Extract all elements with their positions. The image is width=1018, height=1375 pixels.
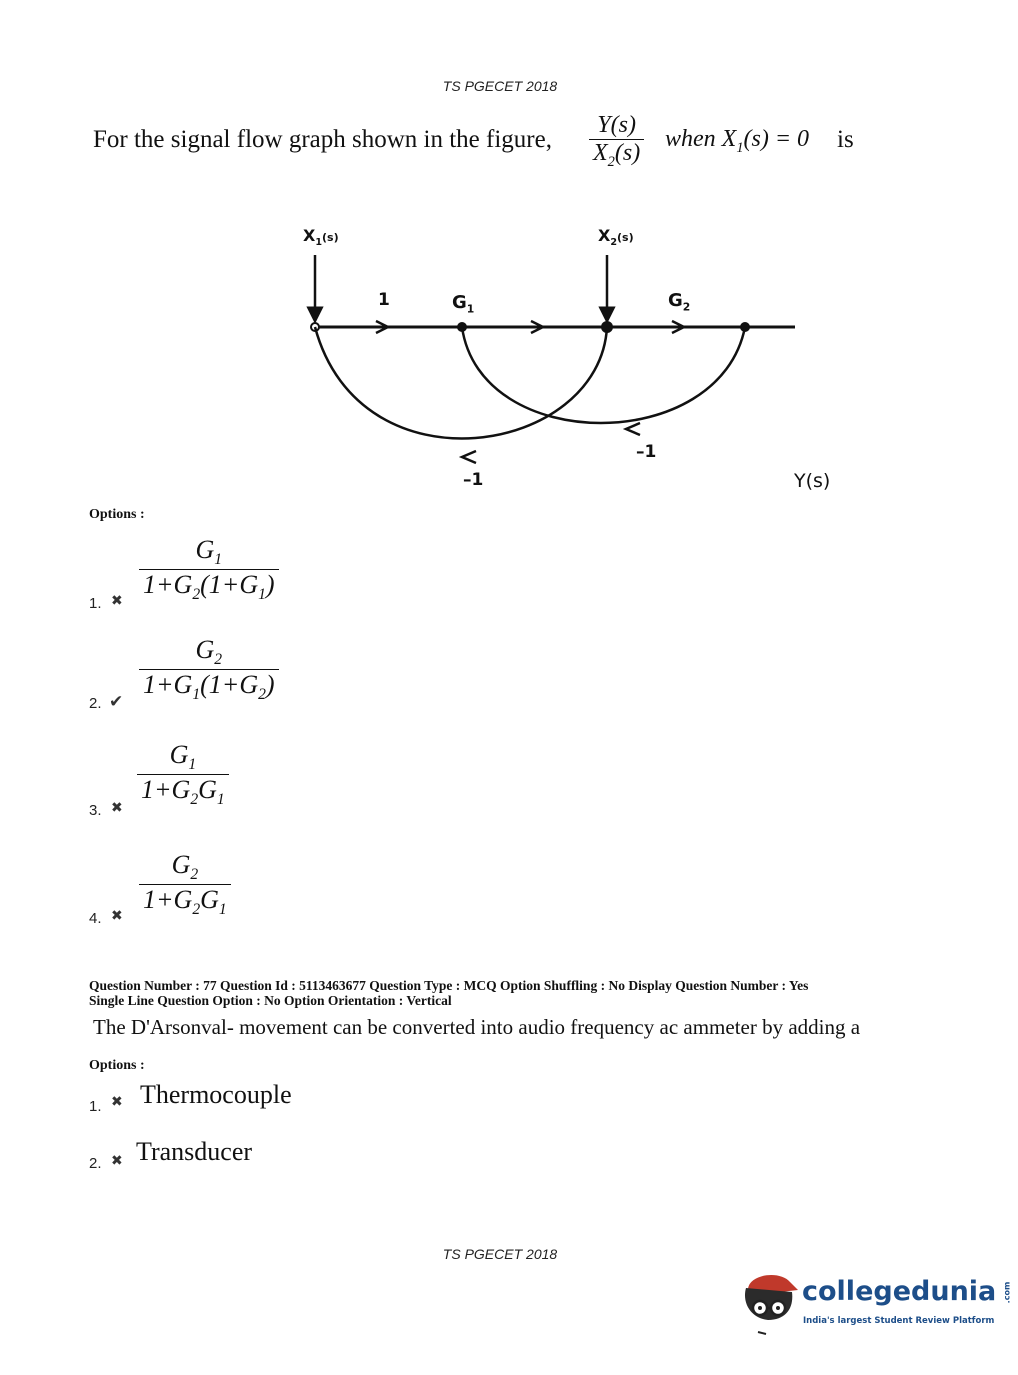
label-x2: $X_2(s)$ xyxy=(598,226,634,249)
wrong-mark-icon: ✖ xyxy=(111,1094,123,1110)
option-1[interactable] xyxy=(89,535,389,615)
option-label: Thermocouple xyxy=(140,1080,292,1109)
option-3-fraction: $\frac{G_1}{1+G_2G_1}$ xyxy=(137,740,229,809)
option-4-fraction: $\frac{G_2}{1+G_2G_1}$ xyxy=(139,850,231,919)
page-header: TS PGECET 2018 xyxy=(442,78,558,94)
option-number: 3. xyxy=(89,802,102,819)
question-77-text: The D'Arsonval- movement can be converted into audio frequency ac ammeter by adding a xyxy=(93,1015,861,1039)
fraction-numerator: Y(s) xyxy=(597,112,636,138)
feedback-b-arrow xyxy=(626,423,640,435)
correct-check-icon: ✔ xyxy=(109,692,124,712)
label-x1: $X_1(s)$ xyxy=(303,226,339,249)
question-76-is: is xyxy=(837,126,854,153)
meta-line-2: Single Line Question Option : No Option Orientation : Vertical xyxy=(89,993,452,1008)
label-output: Y(s) xyxy=(794,470,831,492)
wrong-mark-icon: ✖ xyxy=(111,800,123,816)
condition-text: when $X_1(s) = 0$ xyxy=(665,126,810,156)
options-title: Options : xyxy=(89,507,145,522)
transfer-function-fraction xyxy=(589,112,644,171)
options-title-77: Options : xyxy=(89,1058,145,1073)
option-number: 2. xyxy=(89,695,102,712)
option-3[interactable] xyxy=(89,740,389,820)
option-number: 2. xyxy=(89,1155,102,1172)
label-g1: $G_1$ xyxy=(452,292,475,316)
feedback-loop-a xyxy=(315,327,607,439)
brand-name: collegedunia .com xyxy=(802,1276,1012,1307)
label-feedback-b: –1 xyxy=(636,442,657,462)
label-feedback-a: –1 xyxy=(463,470,484,490)
brand-logo xyxy=(740,1268,1012,1338)
wrong-mark-icon: ✖ xyxy=(111,593,123,609)
label-g2: $G_2$ xyxy=(668,290,691,314)
q77-option-1[interactable] xyxy=(89,1080,389,1120)
feedback-loop-b xyxy=(462,327,745,423)
option-number: 1. xyxy=(89,595,102,612)
mascot-icon xyxy=(740,1268,802,1336)
brand-tagline: India's largest Student Review Platform xyxy=(803,1316,995,1326)
option-2[interactable] xyxy=(89,635,389,715)
signal-flow-graph xyxy=(0,215,1000,505)
page-footer: TS PGECET 2018 xyxy=(442,1246,558,1262)
option-1-fraction: $\frac{G_1}{1+G_2(1+G_1)}$ xyxy=(139,535,279,604)
meta-line-1: Question Number : 77 Question Id : 5113463677 Question Type : MCQ Option Shuffling : No Display Question Number : Yes xyxy=(89,978,809,993)
option-4[interactable] xyxy=(89,850,389,930)
question-77-meta xyxy=(89,978,969,1008)
option-2-fraction: $\frac{G_2}{1+G_1(1+G_2)}$ xyxy=(139,635,279,704)
option-number: 1. xyxy=(89,1098,102,1115)
fraction-denominator: $X_2(s)$ xyxy=(589,139,644,171)
question-76 xyxy=(93,112,913,182)
label-gain-1: 1 xyxy=(378,290,390,310)
wrong-mark-icon: ✖ xyxy=(111,908,123,924)
q77-option-2[interactable] xyxy=(89,1137,389,1177)
option-number: 4. xyxy=(89,910,102,927)
feedback-a-arrow xyxy=(462,451,476,463)
question-76-text: For the signal flow graph shown in the figure, xyxy=(93,126,552,153)
option-label: Transducer xyxy=(136,1137,253,1166)
wrong-mark-icon: ✖ xyxy=(111,1153,123,1169)
